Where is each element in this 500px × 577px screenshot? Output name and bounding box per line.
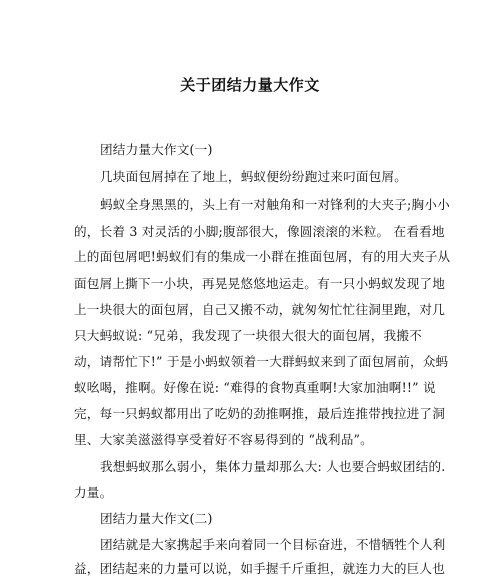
document-title: 关于团结力量大作文 — [180, 76, 320, 94]
paragraph-line: 力量。 — [74, 485, 113, 500]
paragraph-line: 我想蚂蚁那么弱小，集体力量却那么大: 人也要合蚂蚁团结的. — [100, 459, 446, 474]
paragraph-line: 团结就是大家携起手来向着同一个目标奋进，不惜牺牲个人利 — [100, 537, 446, 552]
paragraph-line: 只大蚂蚁说: “兄弟，我发现了一块很大很大的面包屑，我搬不 — [74, 328, 422, 343]
paragraph-line: 的，长着 3 对灵活的小脚;腹部很大，像圆滚滚的米粒。 在看看地 — [74, 224, 445, 239]
paragraph-line: 上一块很大的面包屑，自己又搬不动，就匆匆忙忙往洞里跑，对几 — [74, 302, 446, 317]
paragraph-line: 蚂蚁全身黑黑的，头上有一对触角和一对锋利的大夹子;胸小小 — [100, 197, 450, 212]
paragraph-line: 蚁吆喝，推啊。好像在说: “难得的食物真重啊!大家加油啊!!” 说 — [74, 380, 436, 395]
paragraph-line: 上的面包屑吧!蚂蚁们有的集成一小群在推面包屑，有的用大夹子从 — [74, 249, 451, 264]
section-heading-2: 团结力量大作文(二) — [100, 511, 213, 526]
paragraph-line: 里、大家美滋滋得享受着好不容易得到的 “战利品”。 — [74, 432, 373, 447]
paragraph-line: 益，团结起来的力量可以说，如手握千斤重担，就连力大的巨人也 — [74, 561, 446, 576]
paragraph-line: 几块面包屑掉在了地上，蚂蚁便纷纷跑过来叼面包屑。 — [100, 169, 408, 184]
paragraph-line: 完，每一只蚂蚁都用出了吃奶的劲推啊推，最后连推带拽拉进了洞 — [74, 406, 446, 421]
section-heading-1: 团结力量大作文(一) — [100, 142, 213, 157]
paragraph-line: 动，请帮忙下!” 于是小蚂蚁领着一大群蚂蚁来到了面包屑前，众蚂 — [74, 354, 449, 369]
paragraph-line: 面包屑上撕下一小块，再晃晃悠悠地运走。有一只小蚂蚁发现了地 — [74, 276, 446, 291]
